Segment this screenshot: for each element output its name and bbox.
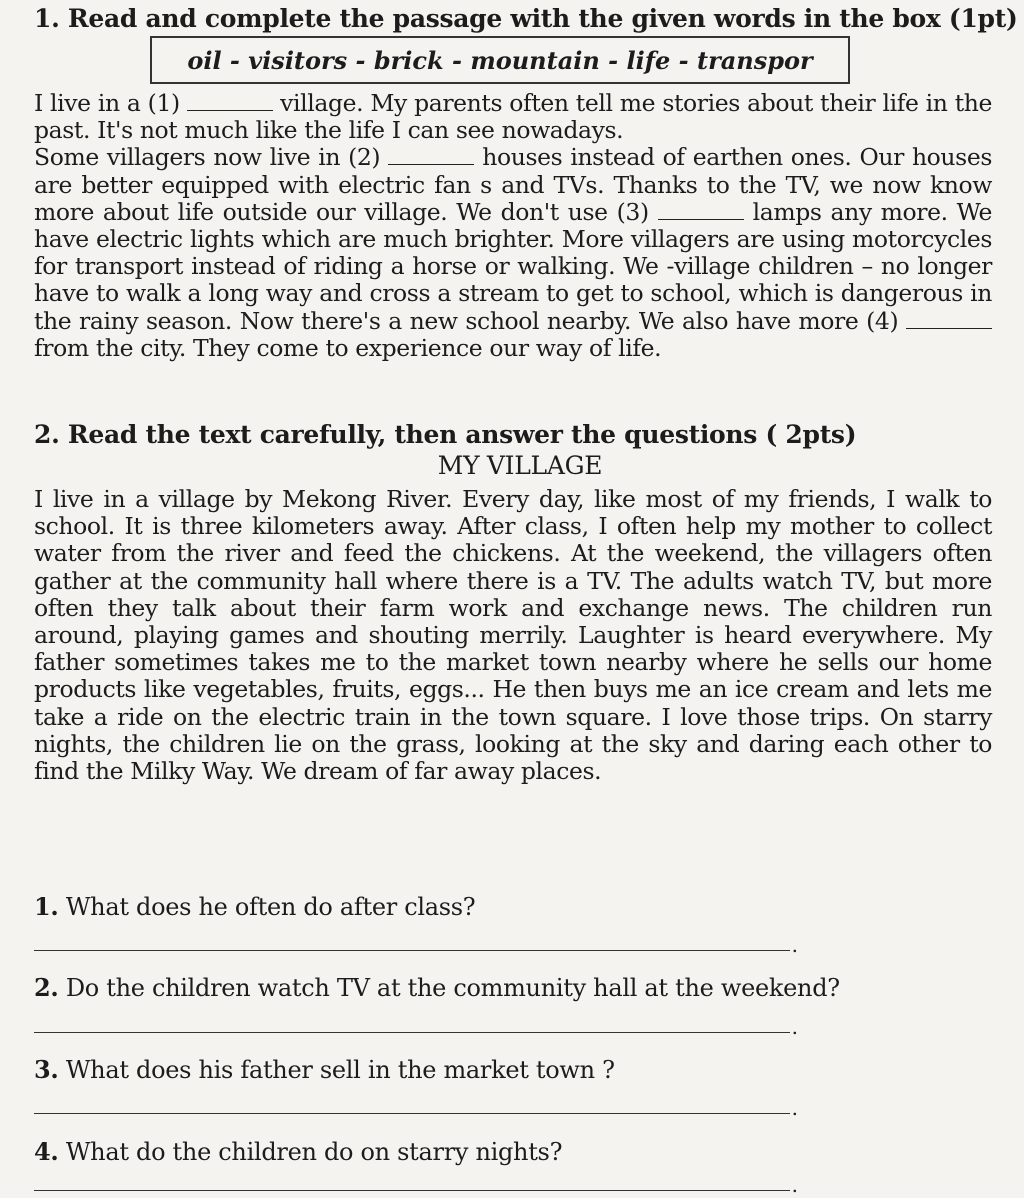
passage-text: lamps any more. We have electric lights which are much brighter. More villagers are using motorcycles for transport instead of riding a horse or walking. We -village children – no longer have to walk a long way and cross a stream to get to school, which is dangerous in the rainy season. Now there's a new school nearby. We also have more (4) [34,197,992,335]
passage-text: I live in a (1) [34,89,187,117]
passage-text: village. My parents often tell me stories about their life in the past. It's not much like the life I can see nowadays. [34,89,992,145]
section2-heading: 2. Read the text carefully, then answer the questions ( 2pts) [34,420,857,449]
question-number: 4. [34,1137,59,1166]
question-number: 1. [34,892,59,921]
passage-text: Some villagers now live in (2) [34,143,389,172]
question-2 [34,973,840,1002]
answer-line-4[interactable] [34,1190,790,1191]
question-text: What does he often do after class? [65,893,476,921]
question-text: What do the children do on starry nights? [65,1138,563,1166]
question-text: Do the children watch TV at the community hall at the weekend? [65,974,840,1002]
answer-blank-2[interactable] [388,146,474,165]
answer-line-1[interactable] [34,950,790,951]
section1-heading: 1. Read and complete the passage with the given words in the box (1pt) [34,4,1018,33]
answer-blank-1[interactable] [187,92,273,111]
answer-line-3[interactable] [34,1113,790,1114]
question-number: 3. [34,1055,59,1084]
text-title: MY VILLAGE [437,451,603,480]
passage-text: from the city. They come to experience our way of life. [34,333,662,362]
question-number: 2. [34,973,59,1002]
answer-blank-4[interactable] [906,310,992,329]
question-4 [34,1137,562,1166]
reading-text: I live in a village by Mekong River. Every day, like most of my friends, I walk to school. It is three kilometers away. After class, I often help my mother to collect water from the river and feed the chickens. At the weekend, the villagers often gather at the community hall where there is a TV. The adults watch TV, but more often they talk about their farm work and exchange news. The children run around, playing games and shouting merrily. Laughter is heard everywhere. My father sometimes takes me to the market town nearby where he sells our home products like vegetables, fruits, eggs... He then buys me an ice cream and lets me take a ride on the electric train in the town square. I love those trips. On starry nights, the children lie on the grass, looking at the sky and daring each other to find the Milky Way. We dream of far away places. [34,485,992,786]
answer-line-2[interactable] [34,1032,790,1033]
question-1 [34,892,475,921]
answer-blank-3[interactable] [658,201,744,220]
fill-in-passage [34,90,992,362]
passage-text: houses instead of earthen ones. Our houses are better equipped with electric fan s and TVs. Thanks to the TV, we now know more about life outside our village. We don't use (3) [34,143,992,226]
question-3 [34,1055,615,1084]
question-text: What does his father sell in the market town ? [65,1056,615,1084]
word-box: oil - visitors - brick - mountain - life - transpor [150,36,850,84]
